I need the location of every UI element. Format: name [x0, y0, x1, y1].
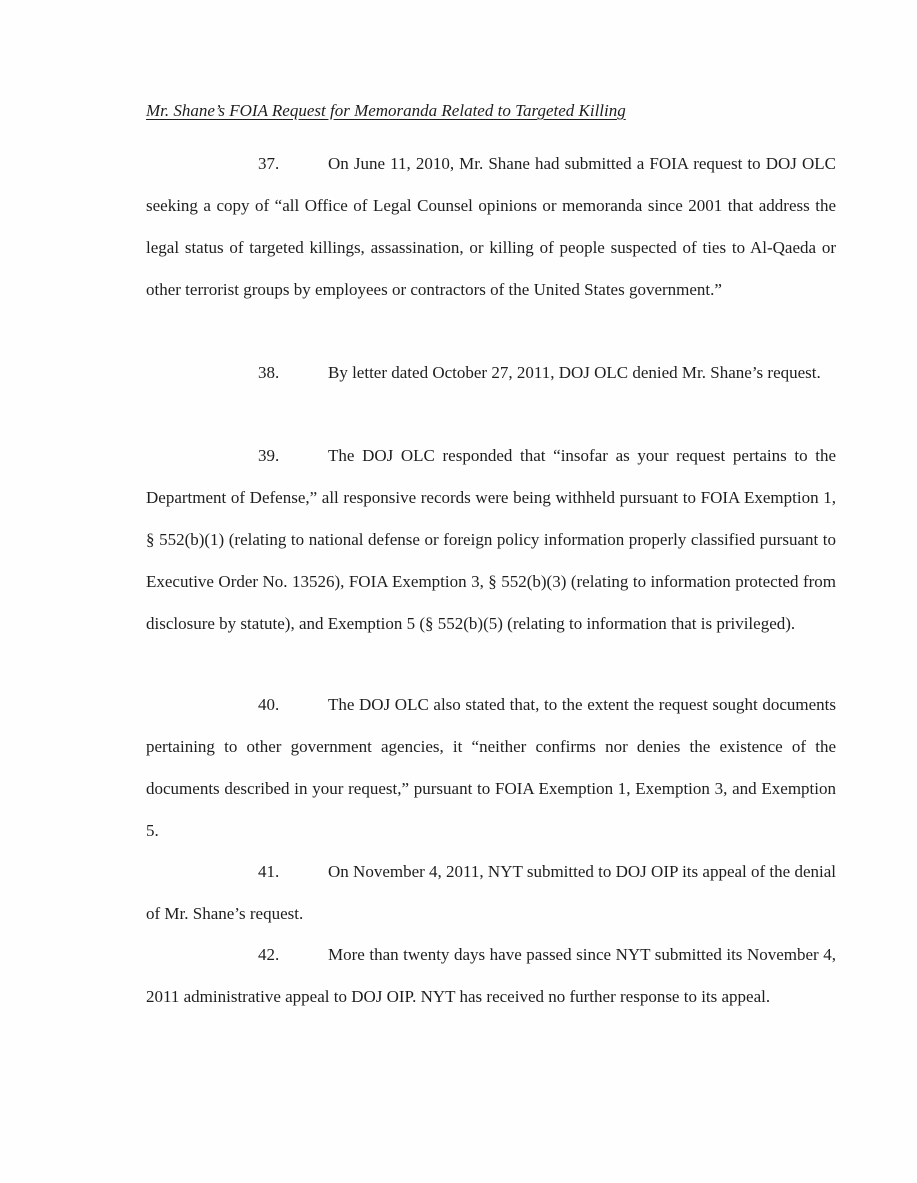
paragraph-number: 39.: [258, 446, 280, 465]
paragraph-40: [146, 684, 836, 852]
paragraph-text: On June 11, 2010, Mr. Shane had submitted a FOIA request to DOJ OLC seeking a copy of “all Office of Legal Counsel opinions or memoranda since 2001 that address the legal status of targeted killings, assassination, or killing of people suspected of ties to Al-Qaeda or other terrorist groups by employees or contractors of the United States government.”: [146, 154, 836, 299]
paragraph-number: 37.: [258, 154, 280, 173]
section-heading: Mr. Shane’s FOIA Request for Memoranda Related to Targeted Killing: [146, 101, 626, 120]
paragraph-text: On November 4, 2011, NYT submitted to DOJ OIP its appeal of the denial of Mr. Shane’s request.: [146, 862, 836, 923]
paragraph-number: 38.: [258, 363, 280, 382]
paragraph-41: [146, 851, 836, 935]
paragraph-38: [146, 352, 836, 394]
paragraph-number: 40.: [258, 695, 280, 714]
paragraph-text: By letter dated October 27, 2011, DOJ OLC denied Mr. Shane’s request.: [328, 363, 821, 382]
paragraph-37: [146, 143, 836, 311]
paragraph-text: More than twenty days have passed since NYT submitted its November 4, 2011 administrative appeal to DOJ OIP. NYT has received no further response to its appeal.: [146, 945, 836, 1006]
paragraph-number: 42.: [258, 945, 280, 964]
paragraph-text: The DOJ OLC responded that “insofar as your request pertains to the Department of Defense,” all responsive records were being withheld pursuant to FOIA Exemption 1, § 552(b)(1) (relating to national defense or foreign policy information properly classified pursuant to Executive Order No. 13526), FOIA Exemption 3, § 552(b)(3) (relating to information protected from disclosure by statute), and Exemption 5 (§ 552(b)(5) (relating to information that is privileged).: [146, 446, 836, 633]
paragraph-42: [146, 934, 836, 1018]
paragraph-39: [146, 435, 836, 645]
paragraph-number: 41.: [258, 862, 280, 881]
paragraph-text: The DOJ OLC also stated that, to the extent the request sought documents pertaining to other government agencies, it “neither confirms nor denies the existence of the documents described in your request,” pursuant to FOIA Exemption 1, Exemption 3, and Exemption 5.: [146, 695, 836, 840]
